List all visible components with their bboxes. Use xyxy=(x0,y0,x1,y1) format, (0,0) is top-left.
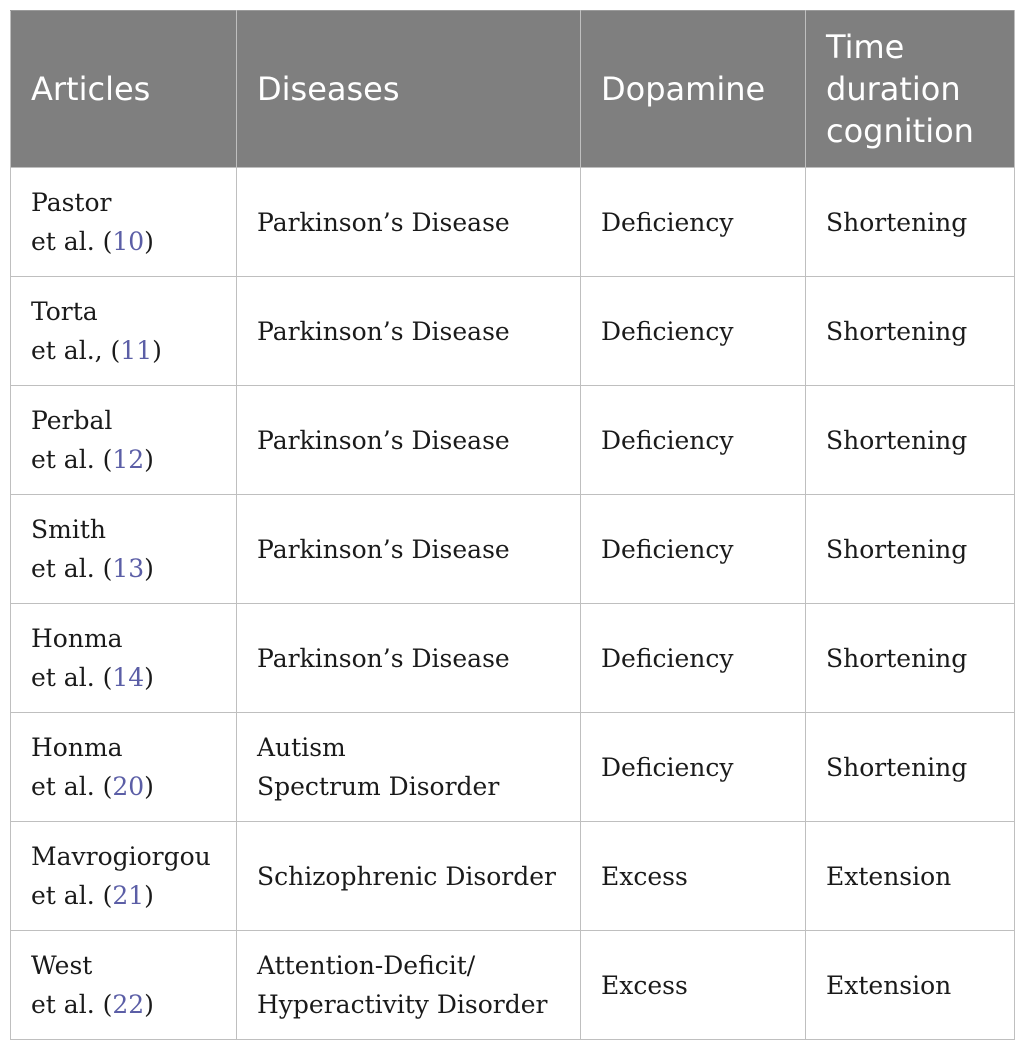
citation-prefix: et al. ( xyxy=(31,772,113,801)
time-cognition-cell: Shortening xyxy=(806,168,1015,277)
header-time-line2: duration xyxy=(826,70,961,108)
citation-suffix: ) xyxy=(144,772,154,801)
table-header xyxy=(11,11,1015,168)
disease-line1: Schizophrenic Disorder xyxy=(257,861,556,891)
citation-prefix: et al. ( xyxy=(31,881,113,910)
article-author: Honma xyxy=(31,624,123,653)
reference-link[interactable]: 11 xyxy=(120,336,153,365)
article-author: Honma xyxy=(31,733,123,762)
article-citation xyxy=(31,222,216,261)
disease-line1: Autism xyxy=(257,733,346,762)
citation-suffix: ) xyxy=(152,336,162,365)
time-cognition-cell: Shortening xyxy=(806,277,1015,386)
header-dopamine: Dopamine xyxy=(581,11,806,168)
article-author: Torta xyxy=(31,297,98,326)
article-cell xyxy=(11,277,237,386)
time-cognition-cell: Shortening xyxy=(806,386,1015,495)
citation-suffix: ) xyxy=(144,227,154,256)
reference-link[interactable]: 20 xyxy=(112,772,145,801)
citation-prefix: et al. ( xyxy=(31,554,113,583)
article-citation xyxy=(31,767,216,806)
article-cell xyxy=(11,604,237,713)
article-author: Mavrogiorgou xyxy=(31,842,211,871)
article-citation xyxy=(31,549,216,588)
article-cell xyxy=(11,386,237,495)
citation-suffix: ) xyxy=(144,445,154,474)
dopamine-cell: Deficiency xyxy=(581,277,806,386)
disease-cell xyxy=(237,495,581,604)
article-citation xyxy=(31,985,216,1024)
time-cognition-cell: Shortening xyxy=(806,604,1015,713)
dopamine-cell: Excess xyxy=(581,822,806,931)
disease-cell xyxy=(237,713,581,822)
reference-link[interactable]: 22 xyxy=(112,990,145,1019)
time-cognition-cell: Shortening xyxy=(806,495,1015,604)
table-row xyxy=(11,495,1015,604)
table-container xyxy=(10,10,1014,1040)
reference-link[interactable]: 21 xyxy=(112,881,145,910)
citation-suffix: ) xyxy=(144,663,154,692)
disease-cell xyxy=(237,386,581,495)
citation-suffix: ) xyxy=(144,881,154,910)
article-cell xyxy=(11,713,237,822)
citation-prefix: et al. ( xyxy=(31,445,113,474)
disease-cell xyxy=(237,822,581,931)
table-row xyxy=(11,277,1015,386)
dopamine-cell: Deficiency xyxy=(581,495,806,604)
table-row xyxy=(11,931,1015,1040)
disease-cell xyxy=(237,168,581,277)
disease-cell xyxy=(237,931,581,1040)
article-citation xyxy=(31,331,216,370)
reference-link[interactable]: 10 xyxy=(112,227,145,256)
article-citation xyxy=(31,658,216,697)
article-cell xyxy=(11,931,237,1040)
dopamine-cell: Deficiency xyxy=(581,713,806,822)
disease-cell xyxy=(237,604,581,713)
time-cognition-cell: Shortening xyxy=(806,713,1015,822)
header-row xyxy=(11,11,1015,168)
article-cell xyxy=(11,168,237,277)
citation-prefix: et al. ( xyxy=(31,227,113,256)
disease-line1: Parkinson’s Disease xyxy=(257,425,510,455)
table-row xyxy=(11,604,1015,713)
reference-link[interactable]: 13 xyxy=(112,554,145,583)
article-author: Smith xyxy=(31,515,106,544)
dopamine-time-cognition-table xyxy=(10,10,1015,1040)
disease-cell xyxy=(237,277,581,386)
article-author: West xyxy=(31,951,93,980)
dopamine-cell: Excess xyxy=(581,931,806,1040)
header-time-duration-cognition xyxy=(806,11,1015,168)
header-time-line1: Time xyxy=(826,28,905,66)
header-diseases: Diseases xyxy=(237,11,581,168)
citation-prefix: et al., ( xyxy=(31,336,121,365)
table-row xyxy=(11,713,1015,822)
article-citation xyxy=(31,876,216,915)
article-author: Perbal xyxy=(31,406,113,435)
article-cell xyxy=(11,822,237,931)
header-articles: Articles xyxy=(11,11,237,168)
citation-suffix: ) xyxy=(144,554,154,583)
disease-line1: Parkinson’s Disease xyxy=(257,316,510,346)
table-row xyxy=(11,386,1015,495)
table-body xyxy=(11,168,1015,1040)
table-row xyxy=(11,168,1015,277)
disease-line2: Spectrum Disorder xyxy=(257,772,500,801)
dopamine-cell: Deficiency xyxy=(581,604,806,713)
disease-line1: Parkinson’s Disease xyxy=(257,534,510,564)
disease-line1: Parkinson’s Disease xyxy=(257,643,510,673)
table-row xyxy=(11,822,1015,931)
time-cognition-cell: Extension xyxy=(806,931,1015,1040)
time-cognition-cell: Extension xyxy=(806,822,1015,931)
reference-link[interactable]: 14 xyxy=(112,663,145,692)
article-citation xyxy=(31,440,216,479)
citation-suffix: ) xyxy=(144,990,154,1019)
citation-prefix: et al. ( xyxy=(31,663,113,692)
disease-line1: Parkinson’s Disease xyxy=(257,207,510,237)
disease-line2: Hyperactivity Disorder xyxy=(257,990,548,1019)
dopamine-cell: Deficiency xyxy=(581,168,806,277)
reference-link[interactable]: 12 xyxy=(112,445,145,474)
dopamine-cell: Deficiency xyxy=(581,386,806,495)
disease-line1: Attention-Deficit/ xyxy=(257,951,476,980)
citation-prefix: et al. ( xyxy=(31,990,113,1019)
article-cell xyxy=(11,495,237,604)
header-time-line3: cognition xyxy=(826,112,974,150)
article-author: Pastor xyxy=(31,188,112,217)
